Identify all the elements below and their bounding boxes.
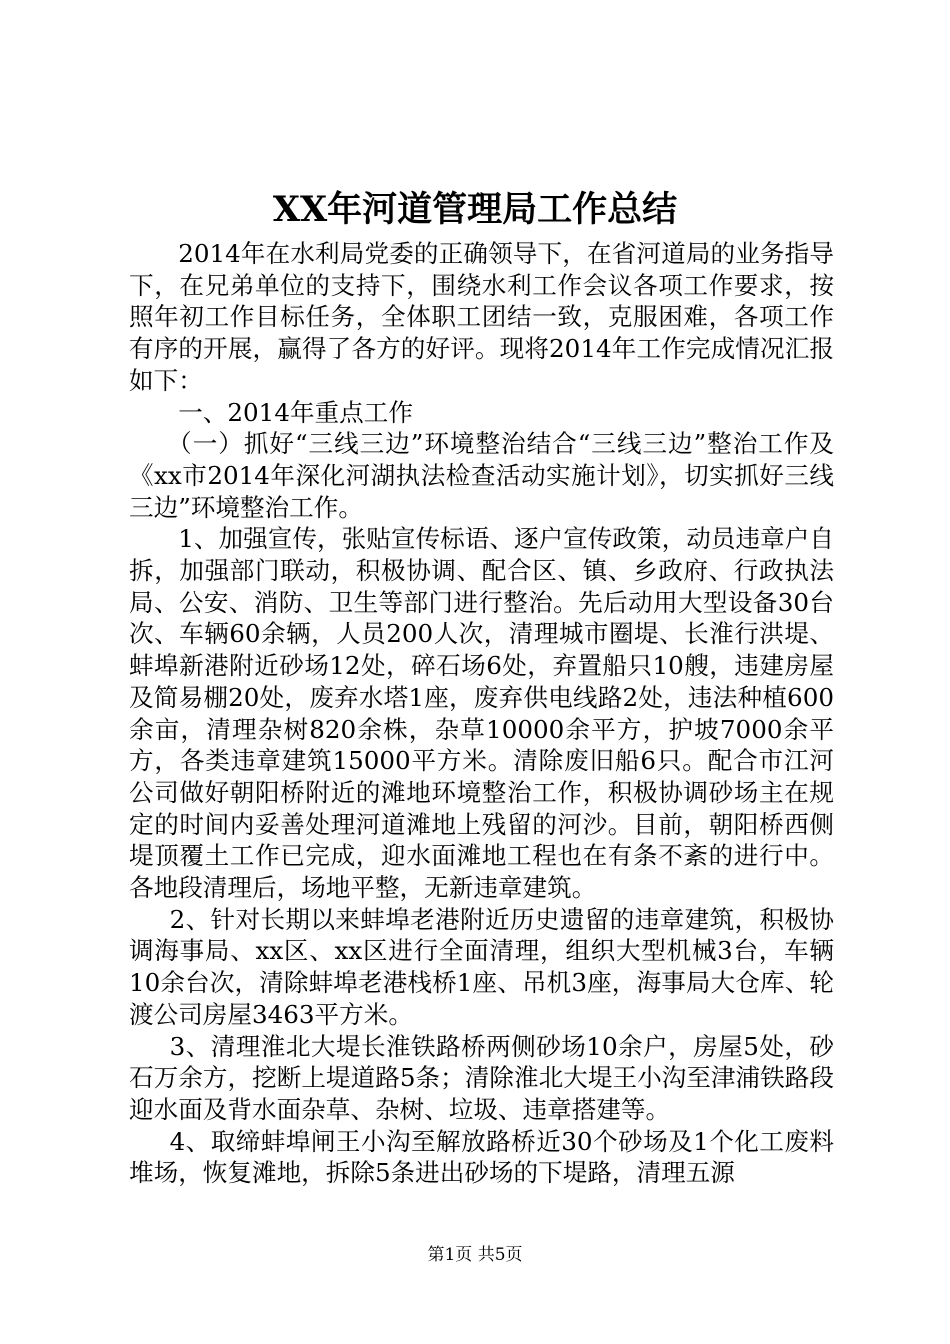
subsection-heading: （一）抓好“三线三边”环境整治结合“三线三边”整治工作及《xx市2014年深化河湖执法检查活动实施计划》，切实抓好三线三边”环境整治工作。 [129,429,834,522]
item-paragraph-4: 4、取缔蚌埠闸王小沟至解放路桥近30个砂场及1个化工废料堆场，恢复滩地，拆除5条进出砂场的下堤路，清理五源 [129,1126,834,1188]
item-paragraph-2: 2、针对长期以来蚌埠老港附近历史遗留的违章建筑，积极协调海事局、xx区、xx区进行全面清理，组织大型机械3台，车辆10余台次，清除蚌埠老港栈桥1座、吊机3座，海事局大仓库、轮渡公司房屋3463平方米。 [129,904,834,1029]
section-heading: 一、2014年重点工作 [178,397,413,427]
document-body [129,238,834,1189]
item-paragraph-3: 3、清理淮北大堤长淮铁路桥两侧砂场10余户，房屋5处，砂石万余方，挖断上堤道路5条；清除淮北大堤王小沟至津浦铁路段迎水面及背水面杂草、杂树、垃圾、违章搭建等。 [129,1031,834,1124]
item-paragraph-1: 1、加强宣传，张贴宣传标语、逐户宣传政策，动员违章户自拆，加强部门联动，积极协调、配合区、镇、乡政府、行政执法局、公安、消防、卫生等部门进行整治。先后动用大型设备30台次、车辆60余辆，人员200人次，清理城市圈堤、长淮行洪堤、蚌埠新港附近砂场12处，碎石场6处，弃置船只10艘，违建房屋及简易棚20处，废弃水塔1座，废弃供电线路2处，违法种植600余亩，清理杂树820余株，杂草10000余平方，护坡7000余平方，各类违章建筑15000平方米。清除废旧船6只。配合市江河公司做好朝阳桥附近的滩地环境整治工作，积极协调砂场主在规定的时间内妥善处理河道滩地上残留的河沙。目前，朝阳桥西侧堤顶覆土工作已完成，迎水面滩地工程也在有条不紊的进行中。各地段清理后，场地平整，无新违章建筑。 [129,524,834,903]
intro-paragraph: 2014年在水利局党委的正确领导下，在省河道局的业务指导下，在兄弟单位的支持下，围绕水利工作会议各项工作要求，按照年初工作目标任务，全体职工团结一致，克服困难，各项工作有序的开展，赢得了各方的好评。现将2014年工作完成情况汇报如下： [129,239,834,395]
page-number-footer: 第1页 共5页 [427,1245,523,1265]
document-title: XX年河道管理局工作总结 [272,189,678,230]
